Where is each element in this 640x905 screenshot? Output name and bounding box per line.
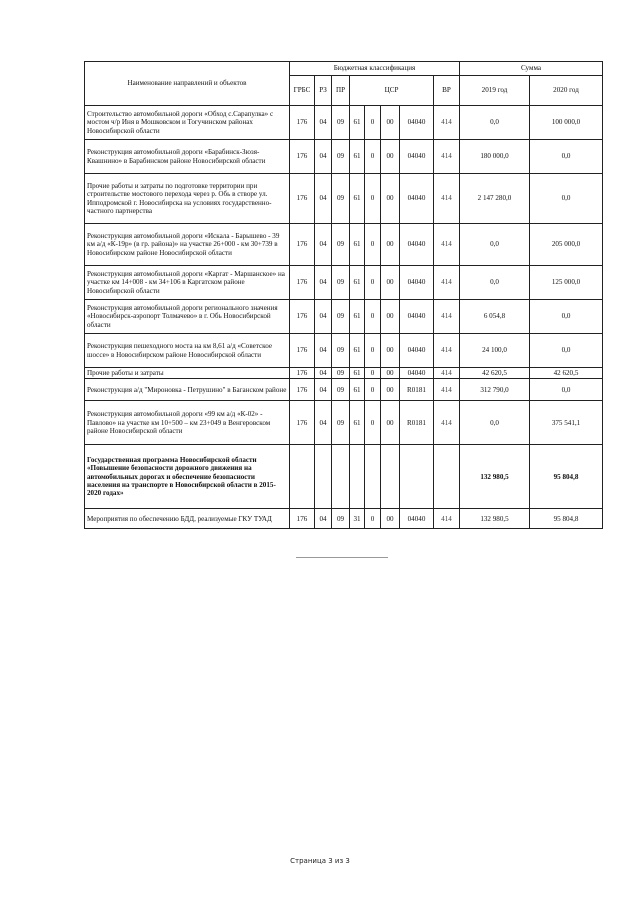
cell-vr [434,445,460,509]
cell-csr-4: 04040 [400,334,434,368]
cell-csr-3 [381,445,400,509]
cell-vr: 414 [434,368,460,379]
cell-sum-2019: 0,0 [460,266,530,300]
cell-csr-1: 61 [350,300,365,334]
cell-csr-2: 0 [365,509,381,529]
cell-csr-4: 04040 [400,224,434,266]
cell-pr: 09 [332,401,350,445]
cell-grbs: 176 [290,379,315,401]
header-2019: 2019 год [460,76,530,106]
header-name-col: Наименование направлений и объектов [85,62,290,106]
table-row [85,368,603,379]
cell-grbs: 176 [290,174,315,224]
cell-sum-2019: 0,0 [460,401,530,445]
cell-name: Реконструкция автомобильной дороги регионального значения «Новосибирск-аэропорт Толмачево» в г. Обь Новосибирской области [85,300,290,334]
table-row [85,174,603,224]
cell-sum-2020: 205 000,0 [530,224,603,266]
cell-vr: 414 [434,174,460,224]
cell-sum-2019: 2 147 280,0 [460,174,530,224]
cell-csr-1: 61 [350,379,365,401]
cell-sum-2019: 6 054,8 [460,300,530,334]
header-vr: ВР [434,76,460,106]
cell-csr-3: 00 [381,379,400,401]
cell-vr: 414 [434,401,460,445]
cell-pr: 09 [332,334,350,368]
cell-name: Прочие работы и затраты по подготовке территории при строительстве мостового перехода через р. Обь в створе ул. Ипподромской г. Новосибирска на условиях государственно-частного партнерства [85,174,290,224]
cell-grbs: 176 [290,401,315,445]
header-pr: ПР [332,76,350,106]
cell-rz: 04 [315,224,332,266]
cell-csr-1: 61 [350,266,365,300]
cell-rz [315,445,332,509]
cell-sum-2019: 42 620,5 [460,368,530,379]
cell-name: Реконструкция а/д "Мироновка - Петрушино" в Баганском районе [85,379,290,401]
cell-csr-1: 61 [350,140,365,174]
cell-sum-2019: 0,0 [460,224,530,266]
separator-line [296,557,388,558]
table-row [85,509,603,529]
cell-name: Строительство автомобильной дороги «Обход с.Сарапулка» с мостом ч/р Иня в Мошковском и Тогучинском районах Новосибирской области [85,106,290,140]
cell-sum-2020: 375 541,1 [530,401,603,445]
cell-sum-2019: 132 980,5 [460,445,530,509]
cell-pr: 09 [332,140,350,174]
table-row [85,300,603,334]
cell-csr-3: 00 [381,401,400,445]
cell-csr-4: 04040 [400,368,434,379]
header-row-top [85,62,603,76]
cell-pr: 09 [332,106,350,140]
cell-sum-2020: 0,0 [530,174,603,224]
cell-rz: 04 [315,106,332,140]
header-2020: 2020 год [530,76,603,106]
cell-grbs: 176 [290,140,315,174]
cell-vr: 414 [434,266,460,300]
cell-csr-2: 0 [365,174,381,224]
cell-pr: 09 [332,224,350,266]
table-row [85,401,603,445]
cell-sum-2020: 0,0 [530,140,603,174]
cell-csr-4 [400,445,434,509]
cell-sum-2019: 24 100,0 [460,334,530,368]
cell-sum-2020: 100 000,0 [530,106,603,140]
cell-csr-4: R0181 [400,379,434,401]
cell-rz: 04 [315,334,332,368]
header-budget-class: Бюджетная классификация [290,62,460,76]
cell-rz: 04 [315,174,332,224]
cell-sum-2019: 0,0 [460,106,530,140]
cell-csr-2: 0 [365,334,381,368]
cell-csr-2 [365,445,381,509]
cell-csr-1: 61 [350,224,365,266]
table-row [85,379,603,401]
cell-name: Мероприятия по обеспечению БДД, реализуемые ГКУ ТУАД [85,509,290,529]
cell-sum-2020: 0,0 [530,300,603,334]
header-sum: Сумма [460,62,603,76]
cell-sum-2020: 0,0 [530,334,603,368]
cell-csr-4: 04040 [400,509,434,529]
cell-name: Прочие работы и затраты [85,368,290,379]
cell-csr-1: 61 [350,174,365,224]
cell-vr: 414 [434,379,460,401]
cell-csr-3: 00 [381,266,400,300]
cell-csr-4: 04040 [400,140,434,174]
cell-pr: 09 [332,379,350,401]
cell-name: Реконструкция автомобильной дороги «Искала - Барышево - 39 км а/д «К-19р» (в гр. района)» на участке 26+000 - км 30+739 в Новосибирском районе Новосибирской области [85,224,290,266]
cell-csr-3: 00 [381,224,400,266]
cell-csr-4: 04040 [400,174,434,224]
cell-vr: 414 [434,224,460,266]
cell-sum-2019: 132 980,5 [460,509,530,529]
cell-pr: 09 [332,300,350,334]
cell-rz: 04 [315,401,332,445]
cell-pr: 09 [332,266,350,300]
cell-csr-3: 00 [381,174,400,224]
cell-csr-1: 61 [350,401,365,445]
cell-sum-2020: 125 000,0 [530,266,603,300]
cell-grbs: 176 [290,368,315,379]
cell-csr-2: 0 [365,300,381,334]
cell-sum-2020: 95 804,8 [530,509,603,529]
cell-csr-2: 0 [365,401,381,445]
cell-name: Реконструкция пешеходного моста на км 8,61 а/д «Советское шоссе» в Новосибирском районе Новосибирской области [85,334,290,368]
cell-grbs: 176 [290,509,315,529]
cell-sum-2020: 95 804,8 [530,445,603,509]
cell-rz: 04 [315,368,332,379]
cell-grbs: 176 [290,334,315,368]
cell-grbs [290,445,315,509]
cell-csr-2: 0 [365,106,381,140]
cell-csr-3: 00 [381,140,400,174]
table-row [85,266,603,300]
cell-csr-4: 04040 [400,266,434,300]
cell-csr-3: 00 [381,106,400,140]
cell-csr-4: 04040 [400,106,434,140]
cell-csr-2: 0 [365,224,381,266]
cell-name: Реконструкция автомобильной дороги «Каргат - Маршанское» на участке км 14+008 - км 34+106 в Каргатском районе Новосибирской области [85,266,290,300]
table-row [85,445,603,509]
cell-rz: 04 [315,266,332,300]
header-csr: ЦСР [350,76,434,106]
cell-name: Реконструкция автомобильной дороги «99 км а/д «К-02» - Павлово» на участке км 10+500 – км 23+049 в Венгеровском районе Новосибирской области [85,401,290,445]
cell-grbs: 176 [290,266,315,300]
cell-pr: 09 [332,174,350,224]
cell-vr: 414 [434,509,460,529]
cell-grbs: 176 [290,300,315,334]
cell-rz: 04 [315,509,332,529]
table-row [85,224,603,266]
header-grbs: ГРБС [290,76,315,106]
cell-name: Реконструкция автомобильной дороги «Барабинск-Зюзя-Квашнино» в Барабинском районе Новосибирской области [85,140,290,174]
cell-rz: 04 [315,300,332,334]
cell-csr-1: 61 [350,106,365,140]
cell-vr: 414 [434,106,460,140]
header-rz: РЗ [315,76,332,106]
cell-sum-2020: 42 620,5 [530,368,603,379]
cell-csr-1: 61 [350,368,365,379]
cell-vr: 414 [434,140,460,174]
cell-csr-4: 04040 [400,300,434,334]
cell-grbs: 176 [290,106,315,140]
cell-csr-1: 61 [350,334,365,368]
cell-rz: 04 [315,140,332,174]
cell-csr-2: 0 [365,140,381,174]
cell-rz: 04 [315,379,332,401]
cell-vr: 414 [434,334,460,368]
cell-pr: 09 [332,368,350,379]
table-row [85,106,603,140]
cell-csr-2: 0 [365,266,381,300]
cell-csr-2: 0 [365,368,381,379]
cell-grbs: 176 [290,224,315,266]
cell-sum-2019: 180 000,0 [460,140,530,174]
page-footer: Страница 3 из 3 [290,857,350,865]
budget-table [84,61,603,529]
cell-name: Государственная программа Новосибирской области «Повышение безопасности дорожного движения на автомобильных дорогах и обеспечение безопасности населения на транспорте в Новосибирской области в 2015-2020 годах» [85,445,290,509]
cell-csr-3: 00 [381,334,400,368]
cell-vr: 414 [434,300,460,334]
table-row [85,334,603,368]
cell-csr-1 [350,445,365,509]
cell-pr [332,445,350,509]
cell-csr-3: 00 [381,509,400,529]
cell-csr-1: 31 [350,509,365,529]
table-row [85,140,603,174]
cell-sum-2020: 0,0 [530,379,603,401]
cell-sum-2019: 312 790,0 [460,379,530,401]
cell-csr-2: 0 [365,379,381,401]
cell-csr-3: 00 [381,300,400,334]
cell-csr-3: 00 [381,368,400,379]
cell-pr: 09 [332,509,350,529]
cell-csr-4: R0181 [400,401,434,445]
